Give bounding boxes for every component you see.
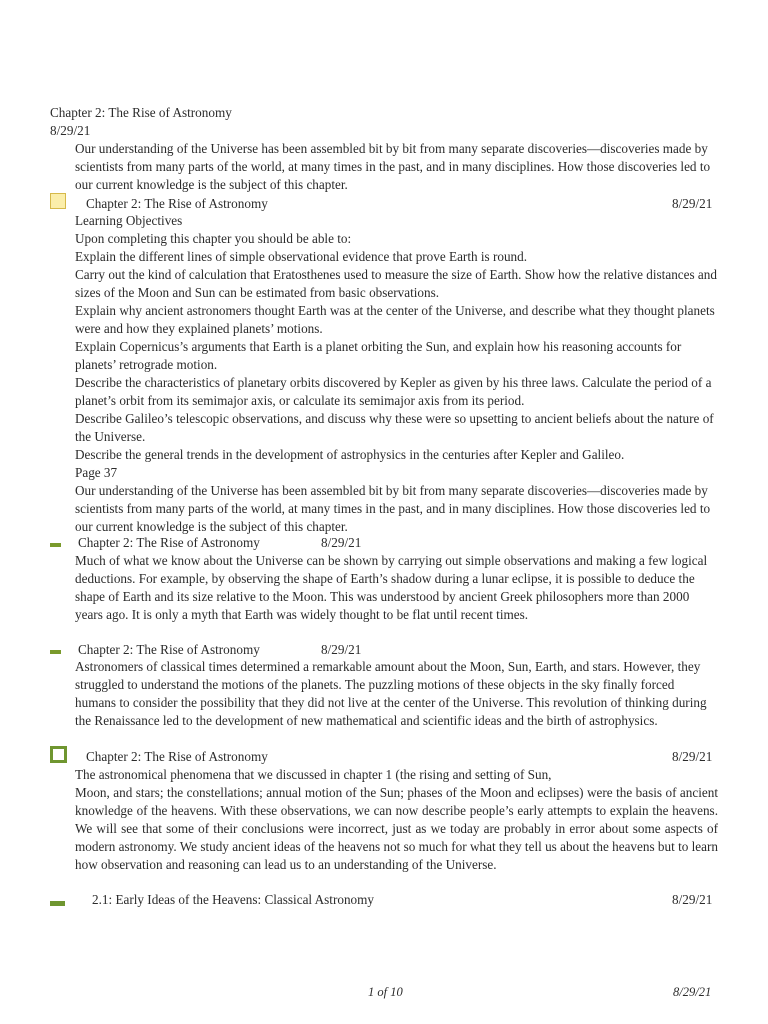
slide-4-notes [0,766,718,874]
slide-1-title: Chapter 2: The Rise of Astronomy [86,196,268,211]
objective-item: Describe the general trends in the development of astrophysics in the centuries after Kepler and Galileo. [75,447,625,462]
page-number-reference: Page 37 [75,465,118,480]
notes-paragraph: Much of what we know about the Universe can be shown by carrying out simple observations and making a few logical deductions. For example, by observing the shape of Earth’s shadow during a lunar eclipse, it is possible to deduce the shape of Earth and its size relative to the Moon. This was understood by ancient Greek philosophers more than 2000 years ago. It is only a myth that Earth was widely thought to be flat until recent times. [75,553,708,622]
notes-line: Upon completing this chapter you should be able to: [75,231,352,246]
footer-date: 8/29/21 [673,985,712,999]
document-date: 8/29/21 [50,123,91,138]
slide-2-date: 8/29/21 [321,535,362,550]
slide-3-header [0,641,768,659]
intro-paragraph [0,140,718,194]
intro-text: Our understanding of the Universe has been assembled bit by bit from many separate discoveries—discoveries made by scientists from many parts of the world, at many times in the past, and in many disciplines. How those discoveries led to our current knowledge is the subject of this chapter. [75,141,711,192]
slide-5-header [0,891,768,909]
slide-4-header [0,748,768,766]
objective-item: Carry out the kind of calculation that Eratosthenes used to measure the size of Earth. Show how the relative distances and sizes of the Moon and Sun can be estimated from basic observations. [75,267,717,300]
objective-item: Explain why ancient astronomers thought Earth was at the center of the Universe, and describe what they thought planets were and how they explained planets’ motions. [75,303,715,336]
slide-3-date: 8/29/21 [321,642,362,657]
slide-1-notes [0,212,718,536]
slide-4-title: Chapter 2: The Rise of Astronomy [86,749,268,764]
learning-objectives-heading: Learning Objectives [75,213,183,228]
slide-2-title: Chapter 2: The Rise of Astronomy [78,535,260,550]
slide-1-header [0,195,768,213]
slide-1-date: 8/29/21 [672,196,713,211]
page-counter: 1 of 10 [368,985,403,999]
slide-5-title: 2.1: Early Ideas of the Heavens: Classical Astronomy [92,892,374,907]
slide-2-header [0,534,768,552]
objective-item: Describe Galileo’s telescopic observations, and discuss why these were so upsetting to ancient beliefs about the nature of the Universe. [75,411,714,444]
notes-paragraph: Astronomers of classical times determined a remarkable amount about the Moon, Sun, Earth, and stars. However, they struggled to understand the motions of the planets. The puzzling motions of these objects in the sky finally forced humans to consider the possibility that they did not live at the center of the Universe. This revolution of thinking during the Renaissance led to the development of new mathematical and scientific ideas and the birth of astrophysics. [75,659,707,728]
document-header [0,104,768,140]
slide-3-title: Chapter 2: The Rise of Astronomy [78,642,260,657]
notes-line: The astronomical phenomena that we discussed in chapter 1 (the rising and setting of Sun, [75,767,552,782]
notes-paragraph: Moon, and stars; the constellations; annual motion of the Sun; phases of the Moon and eclipses) were the basis of ancient knowledge of the heavens. With these observations, we can now describe people’s early attempts to explain the heavens. We will see that some of their conclusions were incorrect, just as we today are probably in error about some aspects of modern astronomy. We study ancient ideas of the heavens not so much for what they tell us about the heavens but to learn how observation and reasoning can lead us to an understanding of the Universe. [75,785,718,872]
slide-2-notes [0,552,718,624]
slide-5-date: 8/29/21 [672,892,713,907]
slide-4-date: 8/29/21 [672,749,713,764]
notes-line: Our understanding of the Universe has been assembled bit by bit from many separate discoveries—discoveries made by scientists from many parts of the world, at many times in the past, and in many disciplines. How those discoveries led to our current knowledge is the subject of this chapter. [75,483,711,534]
document-title: Chapter 2: The Rise of Astronomy [50,105,232,120]
objective-item: Explain the different lines of simple observational evidence that prove Earth is round. [75,249,528,264]
objective-item: Describe the characteristics of planetary orbits discovered by Kepler as given by his three laws. Calculate the period of a planet’s orbit from its semimajor axis, or calculate its semimajor axis from its period. [75,375,712,408]
slide-3-notes [0,658,718,730]
objective-item: Explain Copernicus’s arguments that Earth is a planet orbiting the Sun, and explain how his reasoning accounts for planets’ retrograde motion. [75,339,682,372]
